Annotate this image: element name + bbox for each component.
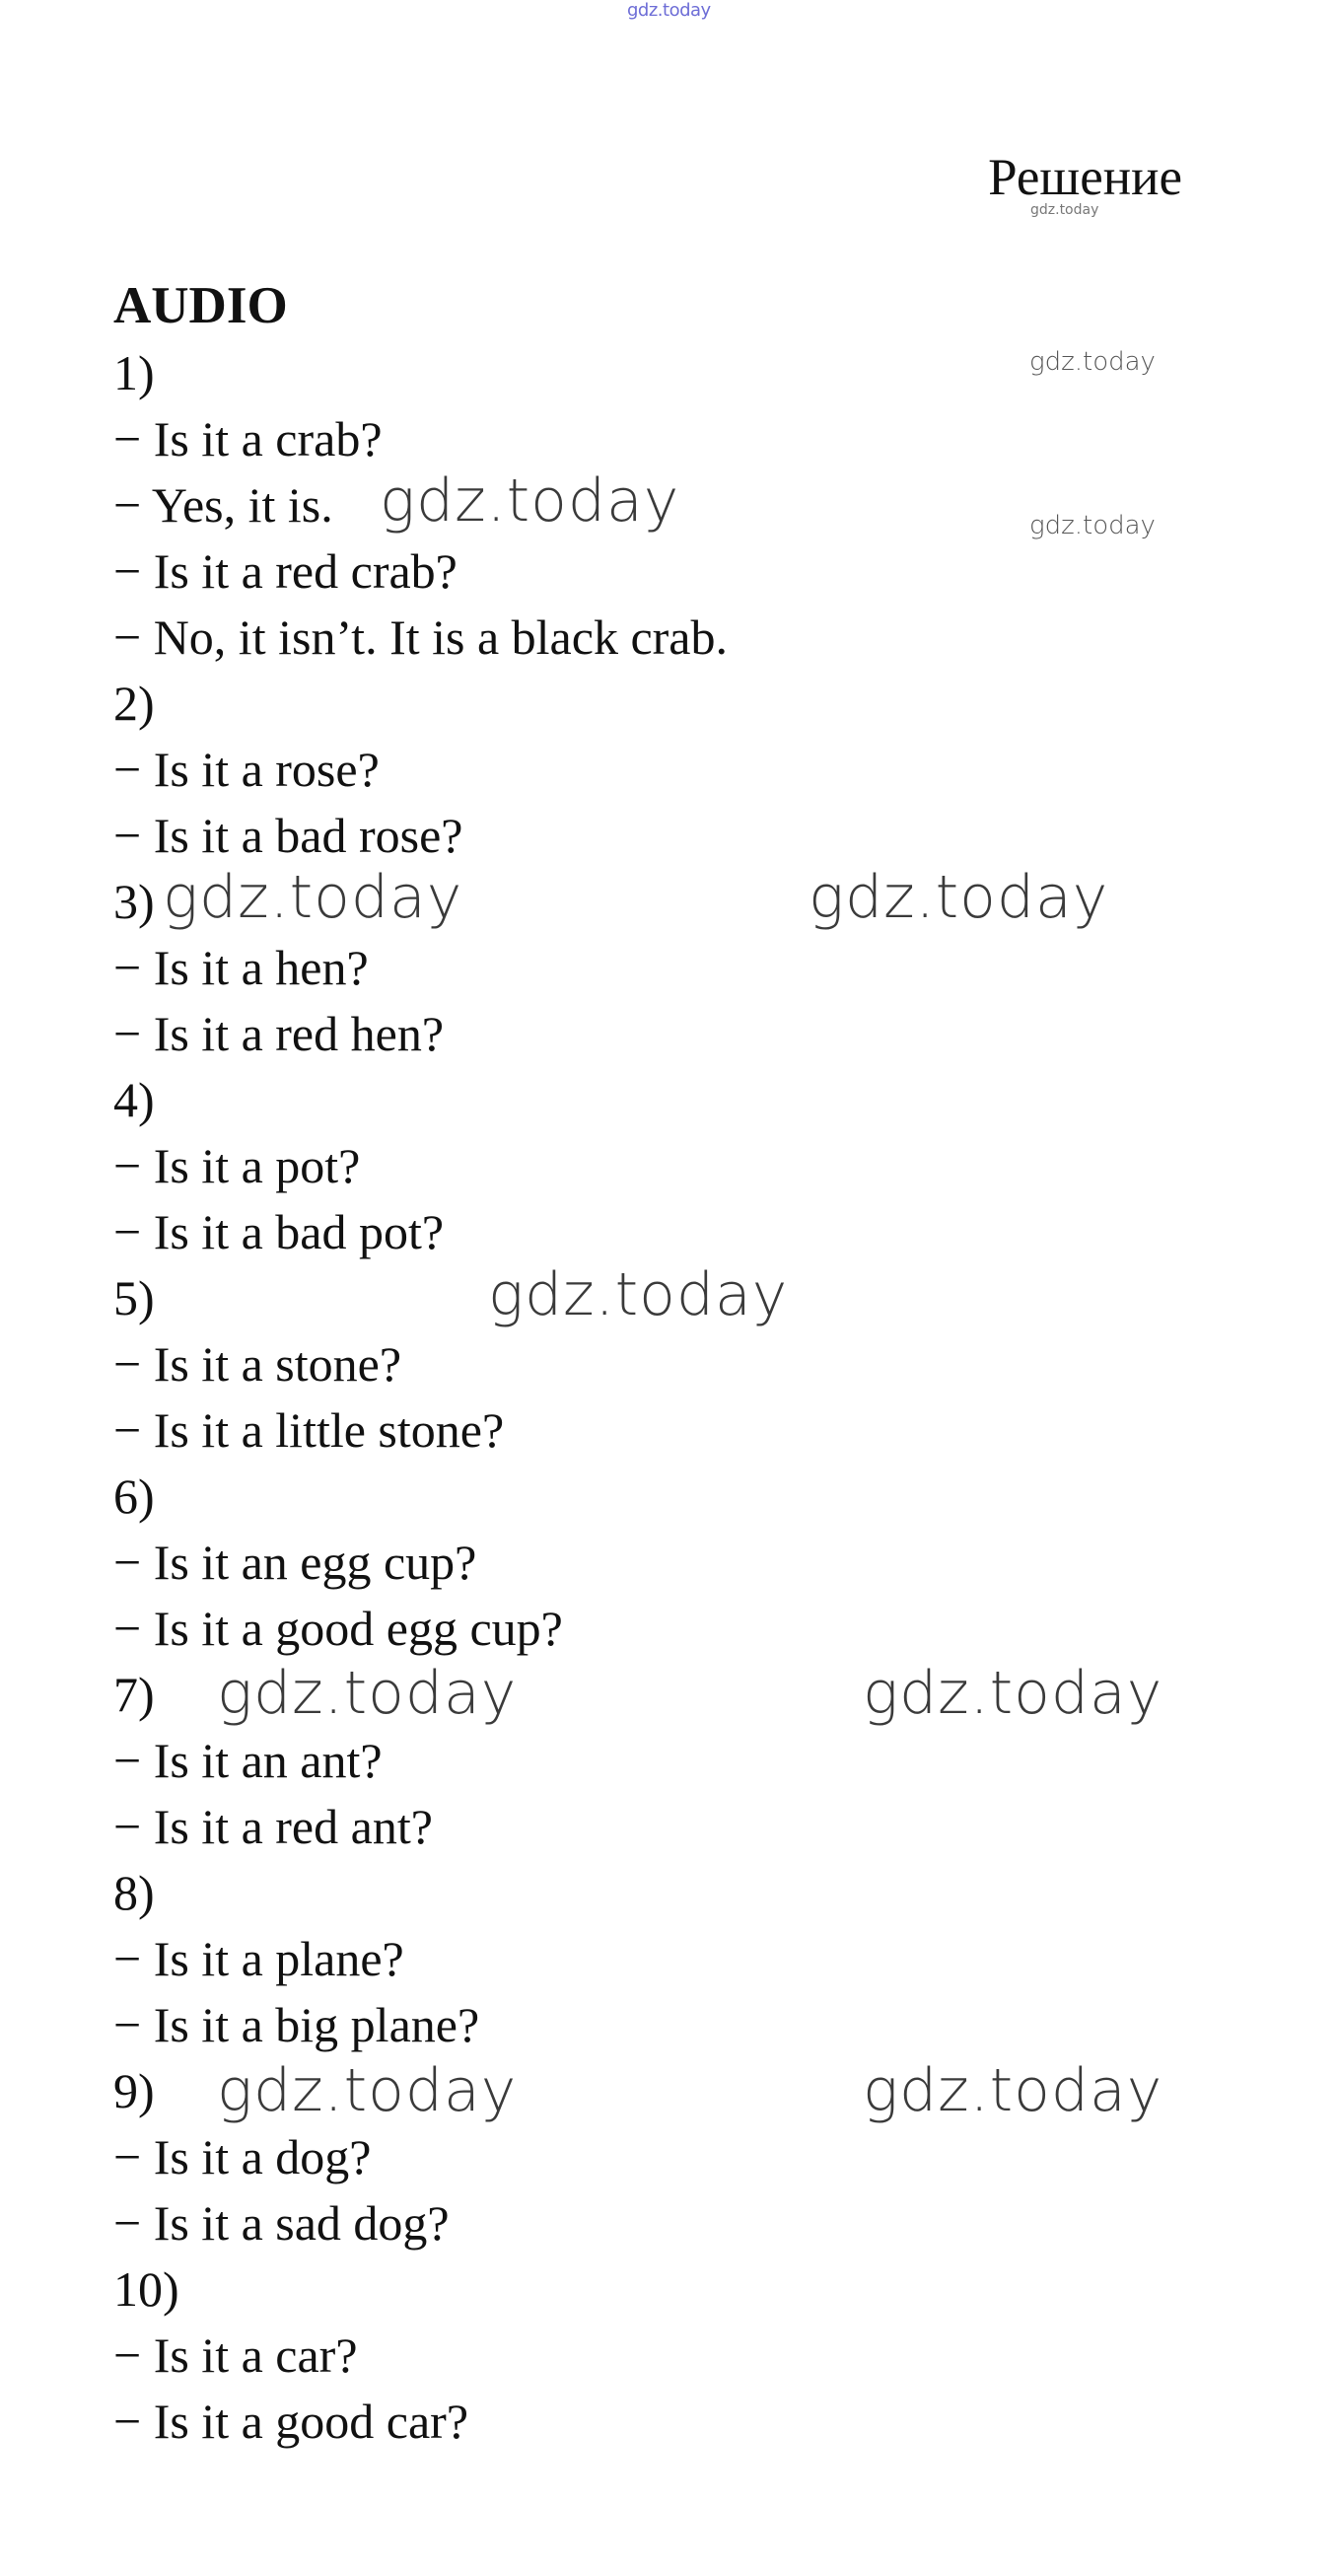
dialogue-line: − Is it a rose?: [113, 742, 380, 797]
dialogue-line: − Is it an ant?: [113, 1733, 383, 1788]
exercise-number: 1): [113, 345, 155, 400]
section-title: AUDIO: [113, 277, 288, 334]
watermark-top: gdz.today: [627, 0, 711, 21]
dialogue-line: − Is it a big plane?: [113, 1997, 480, 2052]
dialogue-line: − Is it a plane?: [113, 1931, 404, 1986]
watermark: gdz.today: [380, 466, 680, 536]
dialogue-line: − No, it isn’t. It is a black crab.: [113, 609, 728, 665]
exercise-number: 2): [113, 676, 155, 731]
dialogue-line: − Is it a good car?: [113, 2394, 469, 2449]
page-heading: Решение: [988, 149, 1182, 206]
exercise-number: 3): [113, 874, 155, 929]
dialogue-line: − Is it a dog?: [113, 2129, 372, 2184]
exercise-number: 7): [113, 1667, 155, 1722]
dialogue-list: [113, 340, 728, 2455]
dialogue-line: − Is it a good egg cup?: [113, 1601, 563, 1656]
watermark: gdz.today: [863, 2056, 1163, 2125]
exercise-number: 5): [113, 1270, 155, 1325]
dialogue-line: − Yes, it is.: [113, 477, 333, 533]
dialogue-line: − Is it a bad pot?: [113, 1204, 445, 1259]
exercise-number: 6): [113, 1468, 155, 1524]
exercise-number: 8): [113, 1865, 155, 1920]
dialogue-line: − Is it a stone?: [113, 1336, 402, 1392]
watermark: gdz.today: [217, 2056, 518, 2125]
dialogue-line: − Is it a crab?: [113, 411, 383, 466]
watermark: gdz.today: [217, 1659, 518, 1728]
watermark: gdz.today: [488, 1260, 789, 1329]
dialogue-line: − Is it a bad rose?: [113, 808, 463, 863]
dialogue-line: − Is it a hen?: [113, 940, 369, 995]
watermark: gdz.today: [863, 1659, 1163, 1728]
dialogue-line: − Is it a car?: [113, 2327, 358, 2383]
dialogue-line: − Is it a red ant?: [113, 1799, 433, 1854]
dialogue-line: − Is it a sad dog?: [113, 2195, 450, 2251]
dialogue-line: − Is it a pot?: [113, 1138, 361, 1193]
watermark: gdz.today: [809, 863, 1109, 932]
exercise-number: 4): [113, 1072, 155, 1127]
dialogue-line: − Is it a little stone?: [113, 1402, 505, 1458]
exercise-number: 10): [113, 2261, 179, 2317]
watermark-heading: gdz.today: [1030, 202, 1099, 218]
dialogue-line: − Is it a red hen?: [113, 1006, 445, 1061]
dialogue-line: − Is it a red crab?: [113, 543, 458, 599]
exercise-number: 9): [113, 2063, 155, 2118]
dialogue-line: − Is it an egg cup?: [113, 1535, 477, 1590]
watermark: gdz.today: [1029, 347, 1156, 377]
watermark: gdz.today: [163, 863, 463, 932]
watermark: gdz.today: [1029, 511, 1156, 540]
